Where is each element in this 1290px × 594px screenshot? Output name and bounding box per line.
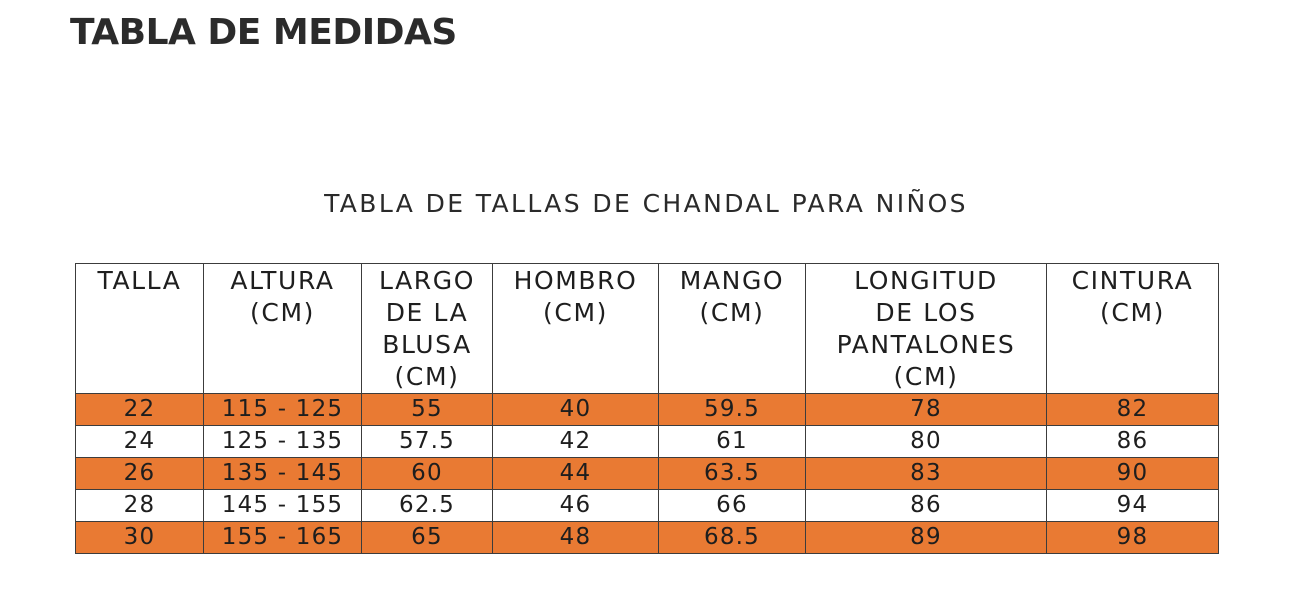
cell-longitud-pantalones: 78 [806, 394, 1047, 426]
header-row [76, 264, 1219, 394]
header-cintura: CINTURA (CM) [1047, 264, 1219, 394]
cell-hombro: 46 [493, 490, 659, 522]
cell-cintura: 82 [1047, 394, 1219, 426]
cell-mango: 68.5 [659, 522, 806, 554]
header-largo-blusa: LARGO DE LA BLUSA (CM) [362, 264, 493, 394]
cell-longitud-pantalones: 83 [806, 458, 1047, 490]
cell-largo-blusa: 60 [362, 458, 493, 490]
cell-mango: 66 [659, 490, 806, 522]
cell-largo-blusa: 57.5 [362, 426, 493, 458]
cell-talla: 30 [76, 522, 204, 554]
cell-mango: 63.5 [659, 458, 806, 490]
cell-hombro: 44 [493, 458, 659, 490]
cell-talla: 26 [76, 458, 204, 490]
cell-altura: 145 - 155 [204, 490, 362, 522]
cell-largo-blusa: 62.5 [362, 490, 493, 522]
cell-hombro: 40 [493, 394, 659, 426]
cell-altura: 125 - 135 [204, 426, 362, 458]
table-row [76, 394, 1219, 426]
table-row [76, 458, 1219, 490]
cell-longitud-pantalones: 86 [806, 490, 1047, 522]
cell-cintura: 94 [1047, 490, 1219, 522]
cell-cintura: 86 [1047, 426, 1219, 458]
cell-altura: 135 - 145 [204, 458, 362, 490]
header-talla: TALLA [76, 264, 204, 394]
cell-cintura: 98 [1047, 522, 1219, 554]
table-row [76, 426, 1219, 458]
header-hombro: HOMBRO (CM) [493, 264, 659, 394]
size-chart-table [75, 263, 1219, 554]
cell-talla: 24 [76, 426, 204, 458]
size-chart-title: TABLA DE TALLAS DE CHANDAL PARA NIÑOS [324, 189, 968, 218]
page-heading: TABLA DE MEDIDAS [70, 12, 457, 53]
cell-hombro: 42 [493, 426, 659, 458]
cell-cintura: 90 [1047, 458, 1219, 490]
cell-altura: 115 - 125 [204, 394, 362, 426]
table-row [76, 522, 1219, 554]
cell-talla: 22 [76, 394, 204, 426]
cell-mango: 61 [659, 426, 806, 458]
header-longitud-pantalones: LONGITUD DE LOS PANTALONES (CM) [806, 264, 1047, 394]
cell-longitud-pantalones: 89 [806, 522, 1047, 554]
cell-largo-blusa: 65 [362, 522, 493, 554]
cell-largo-blusa: 55 [362, 394, 493, 426]
cell-hombro: 48 [493, 522, 659, 554]
cell-altura: 155 - 165 [204, 522, 362, 554]
table-row [76, 490, 1219, 522]
cell-longitud-pantalones: 80 [806, 426, 1047, 458]
header-altura: ALTURA (CM) [204, 264, 362, 394]
cell-talla: 28 [76, 490, 204, 522]
cell-mango: 59.5 [659, 394, 806, 426]
header-mango: MANGO (CM) [659, 264, 806, 394]
